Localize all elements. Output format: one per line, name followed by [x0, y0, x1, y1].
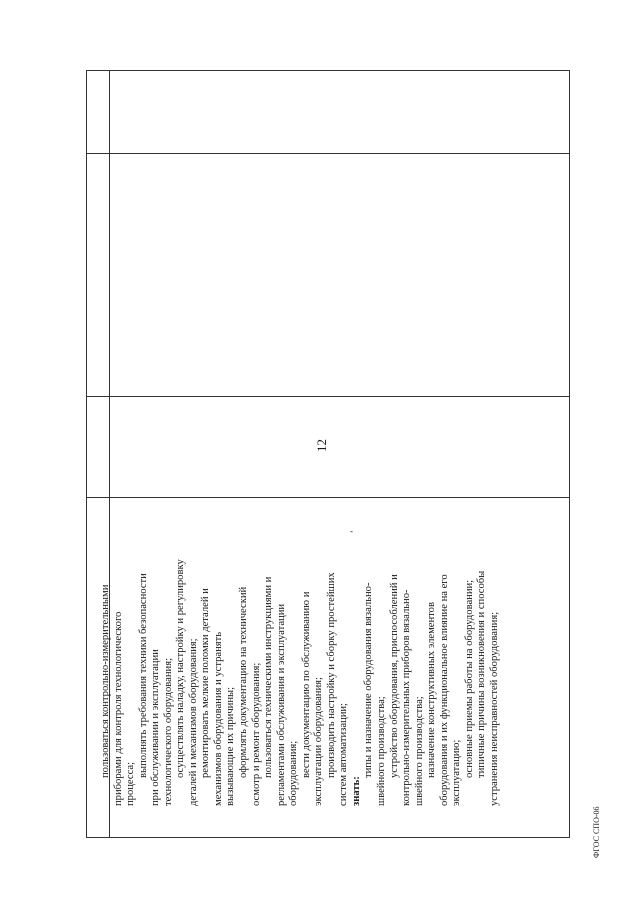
text-line: назначение конструктивных элементов — [426, 602, 438, 778]
competency-lines — [100, 488, 502, 806]
page-number: 12 — [314, 439, 329, 452]
text-line: деталей и механизмов оборудования; — [187, 638, 199, 806]
text-line: механизмов оборудования и устранять — [212, 631, 224, 806]
text-line: оборудования; — [288, 740, 300, 806]
text-line: осмотр и ремонт оборудования; — [250, 662, 262, 806]
footer-code: ФГОС СПО-06 — [592, 806, 601, 858]
text-line: процесса; — [125, 761, 137, 806]
text-line: ремонтировать мелкие поломки деталей и — [200, 588, 212, 778]
text-line: основные приемы работы на оборудовании; — [463, 579, 475, 778]
stray-mark: - — [350, 526, 353, 536]
text-line: вести документацию по обслуживанию и — [300, 591, 312, 778]
text-line: осуществлять наладку, настройку и регулировку — [175, 559, 187, 778]
competency-text-cell — [100, 488, 530, 806]
text-line: эксплуатацию; — [451, 739, 463, 806]
text-line: типичные причины возникновения и способы — [476, 570, 488, 778]
text-line: устройство оборудования, приспособлений и — [388, 574, 400, 778]
column-divider-3 — [87, 153, 569, 154]
text-line: оформлять документацию на технический — [238, 586, 250, 778]
text-line: пользоваться техническими инструкциями и — [263, 576, 275, 778]
text-line: при обслуживании и эксплуатации — [150, 649, 162, 806]
text-line: оборудования и их функциональное влияние на его — [438, 574, 450, 806]
text-line: систем автоматизации; — [338, 703, 350, 806]
text-line: швейного производства; — [376, 696, 388, 806]
text-line: типы и назначение оборудования вязально- — [363, 582, 375, 778]
text-line: вызывающие их причины; — [225, 686, 237, 806]
text-line: швейного производства; — [413, 696, 425, 806]
text-line: эксплуатации оборудования; — [313, 677, 325, 806]
text-line: контрольно-измерительных приборов вязально- — [401, 589, 413, 806]
text-line: приборами для контроля технологического — [112, 611, 124, 806]
text-line: знать: — [350, 776, 362, 806]
text-line: выполнять требования техники безопасности — [137, 573, 149, 778]
text-line: технологического оборудования; — [162, 657, 174, 806]
column-divider-2 — [87, 396, 569, 397]
text-line: устранения неисправностей оборудования; — [488, 611, 500, 806]
text-line: пользоваться контрольно-измерительными — [100, 584, 111, 778]
text-line: регламентами обслуживания и эксплуатации — [275, 603, 287, 806]
text-line: производить настройку и сборку простейших — [325, 572, 337, 778]
